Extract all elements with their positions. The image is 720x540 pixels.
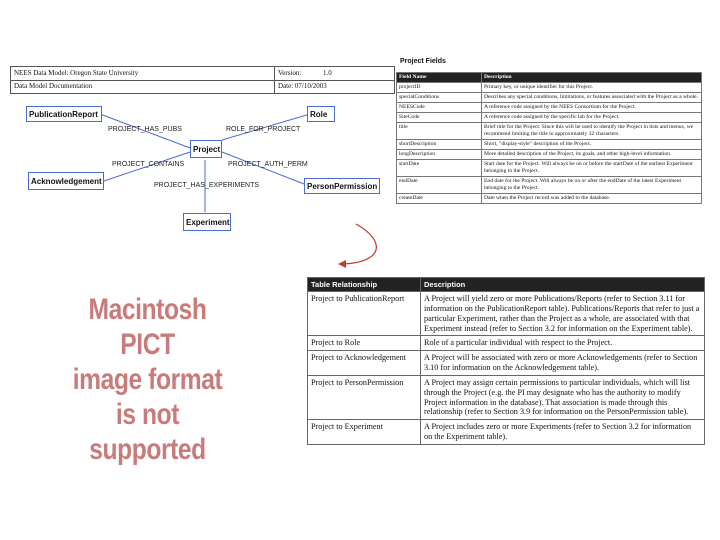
table-cell-description: Short, "display-style" description of the Project. <box>482 139 702 149</box>
table-row <box>308 336 705 351</box>
pict-line: Macintosh PICT <box>88 293 207 362</box>
table-row <box>397 193 702 203</box>
table-cell-name: startDate <box>397 159 482 176</box>
table-row <box>397 176 702 193</box>
table-cell-description: Describes any special conditions, limitations, or features associated with the Project as a whole. <box>482 92 702 102</box>
header-date: Date: 07/10/2003 <box>278 82 327 90</box>
pict-line: image format <box>72 363 223 397</box>
table-cell-name: createDate <box>397 193 482 203</box>
table-row <box>308 351 705 376</box>
table-cell-description: Date when the Project record was added to the database. <box>482 193 702 203</box>
table-cell-description: Role of a particular individual with respect to the Project. <box>421 336 705 351</box>
table-cell-name: specialConditions <box>397 92 482 102</box>
table-header-row <box>397 73 702 83</box>
table-row <box>397 82 702 92</box>
relation-has-experiments: PROJECT_HAS_EXPERIMENTS <box>154 182 260 189</box>
curved-arrow <box>343 224 376 264</box>
table-row <box>397 92 702 102</box>
table-cell-name: NEESCode <box>397 102 482 112</box>
table-row <box>397 159 702 176</box>
table-row <box>308 420 705 445</box>
project-fields-title: Project Fields <box>400 58 446 65</box>
header-doc-title: Data Model Documentation <box>14 82 93 90</box>
table-cell-description: A Project includes zero or more Experiments (refer to Section 3.2 for information on the Experiment table). <box>421 420 705 445</box>
table-cell-name: SiteCode <box>397 112 482 122</box>
column-header: Description <box>482 73 702 83</box>
table-cell-description: A reference code assigned by the NEES Consortium for the Project. <box>482 102 702 112</box>
entity-publication-report: PublicationReport <box>26 106 102 122</box>
header-version-value: 1.0 <box>323 69 332 77</box>
table-relationships <box>307 277 705 445</box>
entity-project: Project <box>190 140 222 158</box>
table-cell-name: shortDescription <box>397 139 482 149</box>
table-row <box>397 112 702 122</box>
header-model-title: NEES Data Model: Oregon State University <box>14 69 139 77</box>
table-row <box>397 102 702 112</box>
table-cell-description: More detailed description of the Project, its goals, and other high-level information. <box>482 149 702 159</box>
table-cell-name: Project to PublicationReport <box>308 292 421 336</box>
pict-line: is not supported <box>89 398 206 467</box>
relation-auth-perm: PROJECT_AUTH_PERM <box>228 161 308 168</box>
relation-role-for-project: ROLE_FOR_PROJECT <box>226 126 301 133</box>
relation-has-pubs: PROJECT_HAS_PUBS <box>108 126 182 133</box>
table-cell-description: Start date for the Project. Will always be on or before the startDate of the earliest Experiment belonging to the Project. <box>482 159 702 176</box>
table-cell-name: Project to Acknowledgement <box>308 351 421 376</box>
table-cell-description: A reference code assigned by the specific lab for the Project. <box>482 112 702 122</box>
column-header: Description <box>421 278 705 292</box>
table-cell-name: longDescription <box>397 149 482 159</box>
table-row <box>308 292 705 336</box>
header-version-label: Version: <box>278 69 302 77</box>
project-fields-table <box>396 72 702 204</box>
pict-unsupported-placeholder <box>59 292 235 467</box>
table-cell-name: Project to Role <box>308 336 421 351</box>
table-row <box>397 139 702 149</box>
table-cell-name: projectID <box>397 82 482 92</box>
entity-acknowledgement: Acknowledgement <box>28 172 104 190</box>
table-cell-description: A Project will yield zero or more Publications/Reports (refer to Section 3.11 for information on the PublicationReport table). Publications/Reports that refer to just a particular Experiment, rather than the Project as a whole, are associated with that Experiment instead (refer to Section 3.2 for information on the Experiment table). <box>421 292 705 336</box>
column-header: Field Name <box>397 73 482 83</box>
column-header: Table Relationship <box>308 278 421 292</box>
table-cell-description: A Project may assign certain permissions to particular individuals, which will list through the Project (e.g. the PI may designate who has the authority to modify Project information in the database). That association is made through this relationship (refer to Section 3.9 for information on the PersonPermission table). <box>421 375 705 419</box>
table-cell-description: A Project will be associated with zero or more Acknowledgements (refer to Section 3.10 for information on the Acknowledgement table). <box>421 351 705 376</box>
relation-contains: PROJECT_CONTAINS <box>112 161 185 168</box>
table-cell-description: Brief title for the Project. Since this will be used to identify the Project in lists and menus, we recommend limiting the title to approximately 32 characters. <box>482 122 702 139</box>
table-row <box>397 122 702 139</box>
table-row <box>308 375 705 419</box>
table-header-row <box>308 278 705 292</box>
table-cell-description: Primary key, or unique identifier for this Project. <box>482 82 702 92</box>
table-cell-name: Project to Experiment <box>308 420 421 445</box>
entity-role: Role <box>307 106 335 122</box>
entity-person-permission: PersonPermission <box>304 178 380 194</box>
table-cell-name: endDate <box>397 176 482 193</box>
table-row <box>397 149 702 159</box>
entity-experiment: Experiment <box>183 213 231 231</box>
table-cell-name: title <box>397 122 482 139</box>
table-cell-description: End date for the Project. Will always be on or after the endDate of the latest Experiment belonging to the Project. <box>482 176 702 193</box>
table-cell-name: Project to PersonPermission <box>308 375 421 419</box>
